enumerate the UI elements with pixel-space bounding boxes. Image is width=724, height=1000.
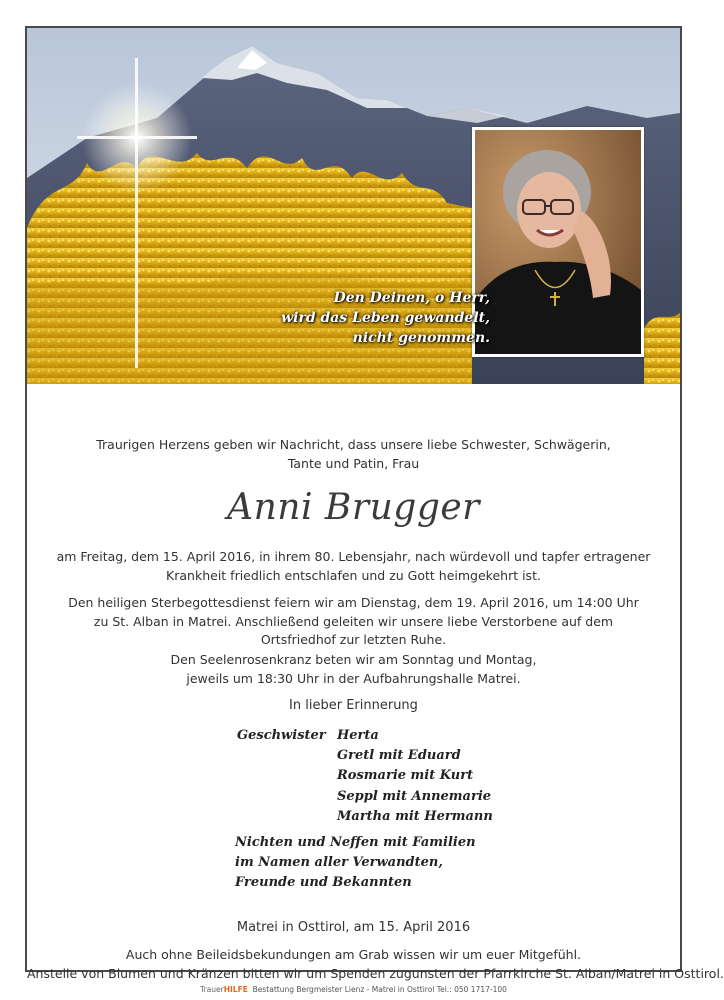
place-date: Matrei in Osttirol, am 15. April 2016 (236, 920, 471, 935)
siblings-label: Geschwister (237, 728, 326, 743)
mourner-line: Freunde und Bekannten (235, 875, 412, 890)
paragraph-line: jeweils um 18:30 Uhr in der Aufbahrungshalle Matrei. (186, 670, 521, 686)
intro-paragraph (27, 436, 680, 473)
obituary-card (25, 26, 724, 994)
sibling-name: Rosmarie mit Kurt (337, 768, 474, 783)
intro-line: Tante und Patin, Frau (287, 455, 420, 471)
quote-line: Den Deinen, o Herr, (333, 290, 490, 306)
death-paragraph (27, 548, 680, 585)
bible-quote (250, 288, 490, 348)
portrait-photo (472, 127, 644, 357)
paragraph-line: am Freitag, dem 15. April 2016, in ihrem 80. Lebensjahr, nach würdevoll und tapfer ertragener (56, 549, 651, 564)
deceased-name: Anni Brugger (227, 487, 480, 528)
sibling-name: Gretl mit Eduard (337, 748, 461, 763)
funeral-paragraph (27, 594, 680, 650)
note-line: Anstelle von Blumen und Kränzen bitten wir um Spenden zugunsten der Pfarrkirche St. Alban/Matrei in Osttirol. (27, 965, 724, 981)
intro-line: Traurigen Herzens geben wir Nachricht, dass unsere liebe Schwester, Schwägerin, (96, 437, 611, 452)
sibling-name: Herta (337, 728, 379, 743)
paragraph-line: zu St. Alban in Matrei. Anschließend geleiten wir unsere liebe Verstorbene auf dem (93, 613, 614, 629)
rosary-paragraph (27, 651, 680, 688)
paragraph-line: Krankheit friedlich entschlafen und zu Gott heimgekehrt ist. (166, 567, 541, 583)
mourner-line: im Namen aller Verwandten, (235, 855, 443, 870)
paragraph-line: Den heiligen Sterbegottesdienst feiern wir am Dienstag, dem 19. April 2016, um 14:00 Uhr (68, 595, 639, 610)
header-image (27, 28, 680, 384)
quote-line: nicht genommen. (352, 330, 490, 346)
footer-text: Bestattung Bergmeister Lienz - Matrei in Osttirol Tel.: 050 1717-100 (252, 985, 507, 994)
quote-line: wird das Leben gewandelt, (281, 310, 490, 326)
paragraph-line: Den Seelenrosenkranz beten wir am Sonntag und Montag, (170, 652, 537, 667)
memory-heading: In lieber Erinnerung (289, 698, 418, 713)
sibling-name: Martha mit Hermann (337, 809, 493, 824)
notes-paragraph (27, 946, 724, 983)
paragraph-line: Ortsfriedhof zur letzten Ruhe. (260, 632, 447, 647)
mourner-line: Nichten und Neffen mit Familien (235, 835, 476, 850)
note-line: Auch ohne Beileidsbekundungen am Grab wissen wir um euer Mitgefühl. (125, 947, 582, 962)
sibling-name: Seppl mit Annemarie (337, 789, 492, 804)
brand-logo-part: Trauer (200, 985, 224, 994)
portrait-image (475, 130, 641, 354)
brand-logo-accent: HILFE (223, 985, 248, 994)
footer-credit (27, 985, 680, 994)
